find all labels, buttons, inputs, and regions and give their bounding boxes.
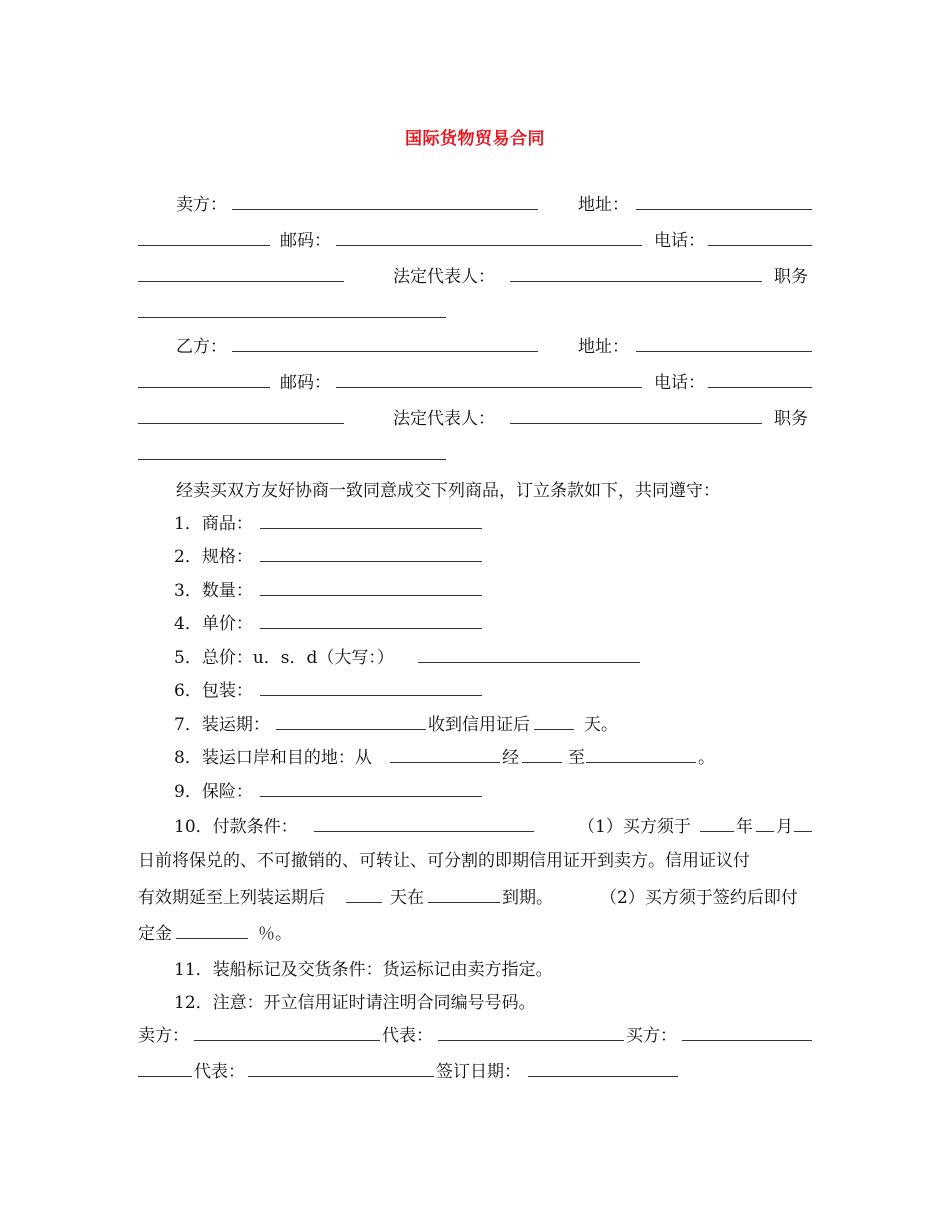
seller-row-3 xyxy=(138,264,812,290)
clause-10-validity-text: 有效期延至上列装运期后 xyxy=(138,888,325,908)
lc-expiry-place-field[interactable] xyxy=(428,902,500,903)
clause-8-label: 8．装运口岸和目的地：从 xyxy=(174,748,372,768)
buyer-party-label: 乙方： xyxy=(176,337,227,357)
signature-row-2 xyxy=(138,1059,812,1085)
clause-9-label: 9．保险： xyxy=(174,782,253,802)
clause-10-line-1 xyxy=(138,814,812,840)
buyer-row-3 xyxy=(138,406,812,432)
clause-10-year: 年 xyxy=(736,817,753,837)
deposit-percent-field[interactable] xyxy=(176,938,248,939)
document-title: 国际货物贸易合同 xyxy=(405,129,545,149)
unit-price-field[interactable] xyxy=(260,628,482,629)
spec-field[interactable] xyxy=(260,561,482,562)
seller-phone-field[interactable] xyxy=(708,245,812,246)
clause-10-deposit-text: （2）买方须于签约后即付 xyxy=(600,888,798,908)
clause-10-days-at: 天在 xyxy=(390,888,424,908)
seller-row-2 xyxy=(138,228,812,254)
clause-10-month: 月 xyxy=(776,817,793,837)
sign-date-label: 签订日期： xyxy=(436,1062,521,1082)
buyer-position-label: 职务 xyxy=(774,409,808,429)
sign-rep-label-1: 代表： xyxy=(382,1026,433,1046)
seller-legal-rep-field[interactable] xyxy=(510,281,762,282)
packing-field[interactable] xyxy=(260,695,482,696)
clause-8-to: 至 xyxy=(568,748,585,768)
seller-phone-field-cont[interactable] xyxy=(138,281,344,282)
clause-11-text: 11．装船标记及交货条件：货运标记由卖方指定。 xyxy=(174,960,553,980)
seller-name-field[interactable] xyxy=(232,209,538,210)
seller-legal-rep-label: 法定代表人： xyxy=(393,267,495,287)
seller-address-field[interactable] xyxy=(636,209,812,210)
sign-seller-label: 卖方： xyxy=(138,1026,189,1046)
sign-rep-field-2[interactable] xyxy=(248,1076,434,1077)
clause-11 xyxy=(138,957,812,983)
total-price-field[interactable] xyxy=(418,662,640,663)
buyer-postcode-label: 邮码： xyxy=(280,373,331,393)
signature-row-1 xyxy=(138,1023,812,1049)
buyer-address-field-cont[interactable] xyxy=(138,387,270,388)
clause-10-deposit-label: 定金 xyxy=(138,924,172,944)
lc-day-field[interactable] xyxy=(794,831,812,832)
payment-terms-field[interactable] xyxy=(314,831,534,832)
buyer-address-label: 地址： xyxy=(578,337,629,357)
clause-9 xyxy=(138,779,812,805)
clause-7-text-lc: 收到信用证后 xyxy=(428,715,530,735)
buyer-phone-field[interactable] xyxy=(708,387,812,388)
sign-rep-field-1[interactable] xyxy=(438,1040,624,1041)
buyer-row-4 xyxy=(138,442,812,468)
seller-position-label: 职务 xyxy=(774,267,808,287)
seller-postcode-field[interactable] xyxy=(336,245,642,246)
port-via-field[interactable] xyxy=(522,762,562,763)
clause-6 xyxy=(138,678,812,704)
buyer-address-field[interactable] xyxy=(636,351,812,352)
seller-position-field[interactable] xyxy=(138,317,446,318)
buyer-phone-field-cont[interactable] xyxy=(138,423,344,424)
port-to-field[interactable] xyxy=(586,762,696,763)
clause-1-label: 1．商品： xyxy=(174,514,253,534)
clause-10-expire: 到期。 xyxy=(502,888,553,908)
seller-row-4 xyxy=(138,300,812,326)
clause-10-percent: ％。 xyxy=(258,924,292,944)
sign-buyer-label: 买方： xyxy=(626,1026,677,1046)
goods-field[interactable] xyxy=(260,528,482,529)
clause-4 xyxy=(138,611,812,637)
seller-phone-label: 电话： xyxy=(654,231,705,251)
clause-7-text-days: 天。 xyxy=(584,715,618,735)
intro-row xyxy=(138,478,812,504)
clause-7-label: 7．装运期： xyxy=(174,715,270,735)
buyer-position-field[interactable] xyxy=(138,459,446,460)
clause-1 xyxy=(138,511,812,537)
sign-date-field[interactable] xyxy=(528,1076,678,1077)
buyer-phone-label: 电话： xyxy=(654,373,705,393)
buyer-row-2 xyxy=(138,370,812,396)
clause-10-line-2 xyxy=(138,848,812,874)
insurance-field[interactable] xyxy=(260,796,482,797)
seller-address-label: 地址： xyxy=(578,195,629,215)
clause-2-label: 2．规格： xyxy=(174,547,253,567)
clause-8 xyxy=(138,745,812,771)
sign-seller-field[interactable] xyxy=(194,1040,380,1041)
buyer-legal-rep-field[interactable] xyxy=(510,423,762,424)
clause-3-label: 3．数量： xyxy=(174,581,253,601)
buyer-row-1 xyxy=(138,334,812,360)
clause-10-label: 10．付款条件： xyxy=(174,817,298,837)
seller-label: 卖方： xyxy=(176,195,227,215)
seller-address-field-cont[interactable] xyxy=(138,245,270,246)
clause-10-buyer-by: （1）买方须于 xyxy=(578,817,691,837)
clause-2 xyxy=(138,544,812,570)
clause-4-label: 4．单价： xyxy=(174,614,253,634)
clause-8-end: 。 xyxy=(698,748,715,768)
sign-rep-label-2: 代表： xyxy=(194,1062,245,1082)
shipment-days-field[interactable] xyxy=(534,729,574,730)
seller-postcode-label: 邮码： xyxy=(280,231,331,251)
clause-10-line-4 xyxy=(138,921,812,947)
port-from-field[interactable] xyxy=(390,762,500,763)
clause-3 xyxy=(138,578,812,604)
lc-validity-days-field[interactable] xyxy=(346,902,382,903)
buyer-postcode-field[interactable] xyxy=(336,387,642,388)
clause-10-lc-text: 日前将保兑的、不可撤销的、可转让、可分割的即期信用证开到卖方。信用证议付 xyxy=(138,851,750,871)
clause-5 xyxy=(138,645,812,671)
clause-10-line-3 xyxy=(138,885,812,911)
sign-buyer-field-cont[interactable] xyxy=(138,1076,192,1077)
clause-12 xyxy=(138,990,812,1016)
clause-6-label: 6．包装： xyxy=(174,681,253,701)
buyer-name-field[interactable] xyxy=(232,351,538,352)
seller-row-1 xyxy=(138,192,812,218)
buyer-legal-rep-label: 法定代表人： xyxy=(393,409,495,429)
clause-5-label: 5．总价：u．s．d（大写：） xyxy=(174,648,394,668)
lc-month-field[interactable] xyxy=(756,831,774,832)
intro-text: 经卖买双方友好协商一致同意成交下列商品，订立条款如下，共同遵守： xyxy=(176,481,720,501)
shipment-period-field[interactable] xyxy=(276,729,426,730)
sign-buyer-field[interactable] xyxy=(682,1040,812,1041)
lc-year-field[interactable] xyxy=(700,831,734,832)
clause-8-via: 经 xyxy=(502,748,519,768)
clause-12-text: 12．注意：开立信用证时请注明合同编号号码。 xyxy=(174,993,536,1013)
quantity-field[interactable] xyxy=(260,595,482,596)
clause-7 xyxy=(138,712,812,738)
